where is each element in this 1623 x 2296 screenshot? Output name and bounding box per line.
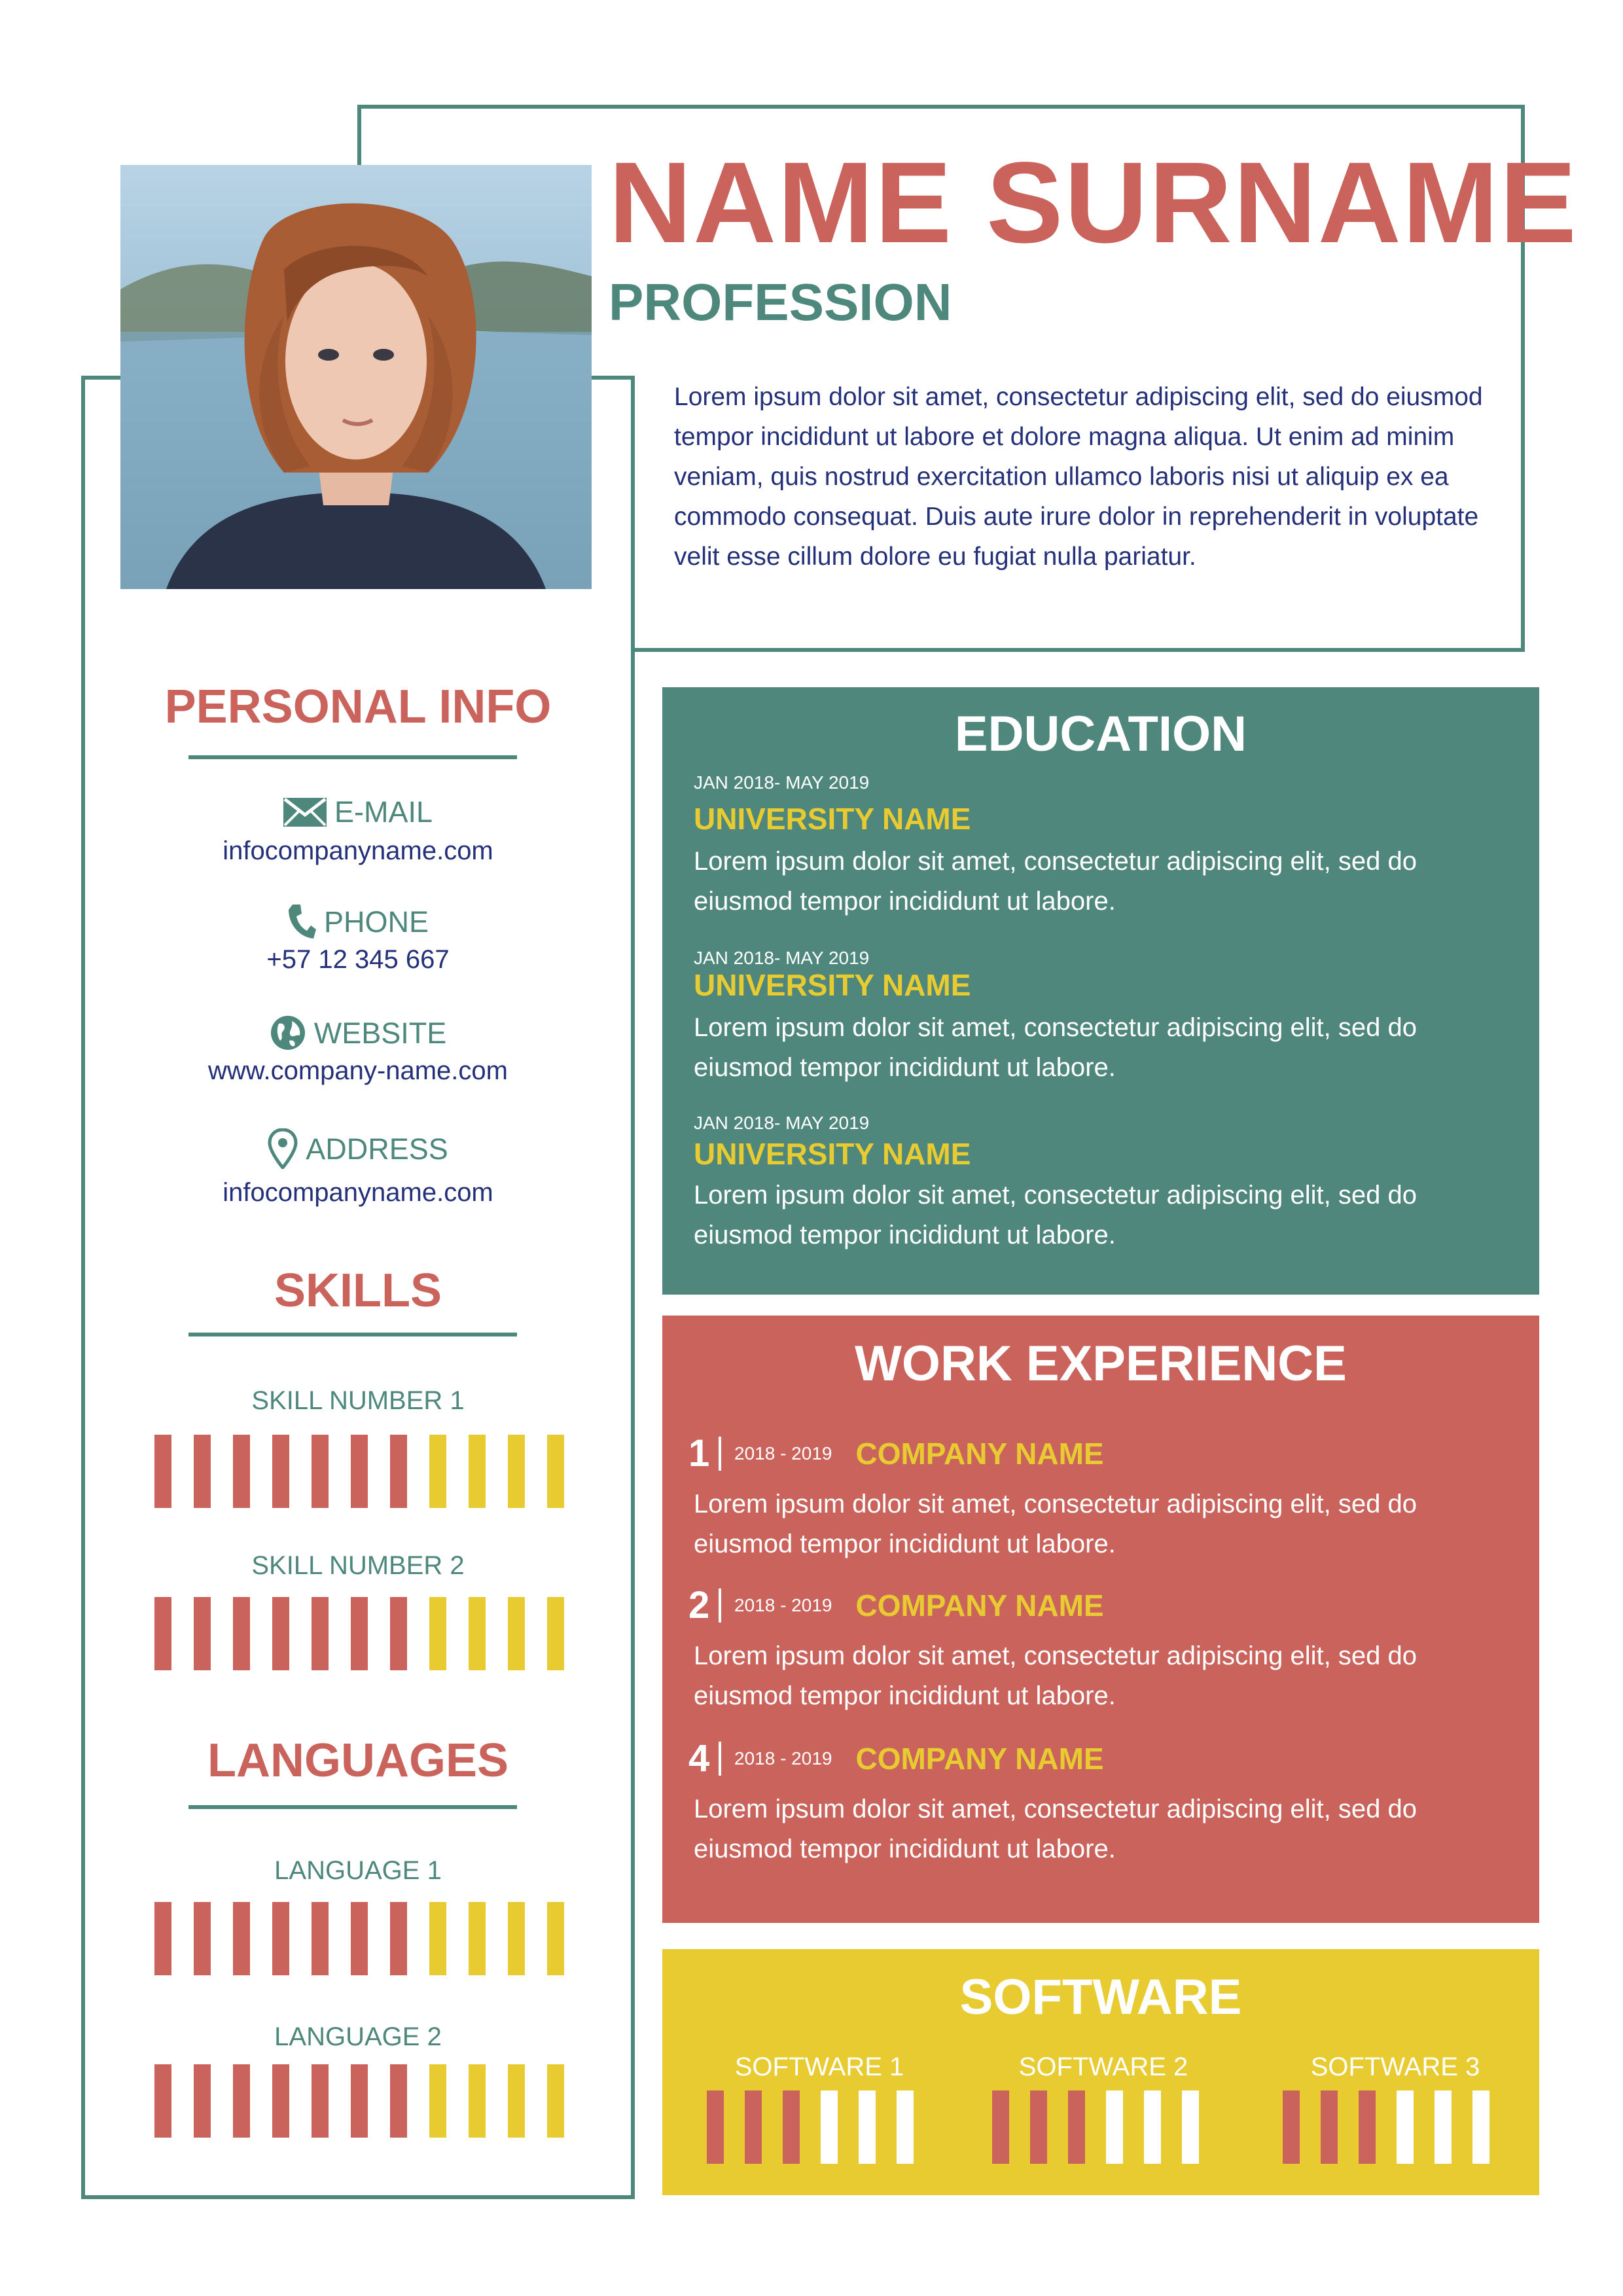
job-2-separator (719, 1588, 721, 1623)
email-value[interactable]: infocompanyname.com (223, 836, 493, 865)
language-1-bar-segment-empty (429, 1902, 446, 1975)
work-experience-panel (662, 1316, 1539, 1923)
email-label: E-MAIL (334, 795, 433, 829)
skills-divider (188, 1333, 517, 1336)
email-label-row (81, 797, 635, 827)
education-2-description: Lorem ipsum dolor sit amet, consectetur adipiscing elit, sed do eiusmod tempor incididunt ut labore. (694, 1013, 1417, 1082)
skill-1-bar (154, 1435, 564, 1508)
software-1-bar-segment-filled (783, 2090, 800, 2164)
skill-2-bar-segment-filled (233, 1597, 250, 1670)
education-1-dates: JAN 2018- MAY 2019 (694, 772, 870, 793)
software-1-bar-segment-empty (897, 2090, 914, 2164)
language-2-bar-segment-filled (351, 2064, 368, 2138)
language-2-bar-segment-empty (469, 2064, 486, 2138)
language-1-bar-segment-filled (390, 1902, 407, 1975)
skill-2-bar-segment-empty (508, 1597, 525, 1670)
skill-1-label: SKILL NUMBER 1 (251, 1386, 465, 1415)
language-1-bar-segment-filled (351, 1902, 368, 1975)
language-2-bar-segment-filled (154, 2064, 171, 2138)
skill-2-bar-segment-filled (312, 1597, 329, 1670)
language-2-label: LANGUAGE 2 (274, 2022, 442, 2051)
software-1-bar-segment-filled (745, 2090, 762, 2164)
job-3-separator (719, 1742, 721, 1776)
language-2-bar-segment-filled (272, 2064, 289, 2138)
software-panel (662, 1949, 1539, 2195)
address-value[interactable]: infocompanyname.com (223, 1178, 493, 1207)
phone-icon (287, 903, 316, 940)
language-1-bar-segment-filled (154, 1902, 171, 1975)
software-3-bar-segment-filled (1283, 2090, 1300, 2164)
website-value[interactable]: www.company-name.com (208, 1056, 508, 1085)
job-1-separator (719, 1437, 721, 1471)
full-name: NAME SURNAME (609, 139, 1578, 267)
language-2-bar-segment-empty (429, 2064, 446, 2138)
language-1-bar-segment-empty (547, 1902, 564, 1975)
personal-info-divider (188, 755, 517, 759)
skill-1-bar-segment-filled (390, 1435, 407, 1508)
software-2-bar-segment-filled (1030, 2090, 1047, 2164)
location-pin-icon (268, 1128, 298, 1169)
job-3-description: Lorem ipsum dolor sit amet, consectetur adipiscing elit, sed do eiusmod tempor incididunt ut labore. (694, 1795, 1417, 1863)
education-3-school: UNIVERSITY NAME (694, 1137, 971, 1171)
software-1-bar (707, 2090, 914, 2164)
language-1-bar-segment-filled (312, 1902, 329, 1975)
software-2-bar-segment-empty (1182, 2090, 1199, 2164)
phone-value[interactable]: +57 12 345 667 (266, 945, 450, 974)
job-3-company: COMPANY NAME (855, 1742, 1104, 1776)
skill-1-bar-segment-empty (508, 1435, 525, 1508)
profile-photo (120, 165, 592, 589)
software-3-bar-segment-empty (1435, 2090, 1452, 2164)
education-1-description: Lorem ipsum dolor sit amet, consectetur adipiscing elit, sed do eiusmod tempor incididunt ut labore. (694, 847, 1417, 916)
job-1-years: 2018 - 2019 (734, 1443, 832, 1463)
skill-2-bar-segment-filled (351, 1597, 368, 1670)
software-3-bar (1283, 2090, 1489, 2164)
profile-summary: Lorem ipsum dolor sit amet, consectetur adipiscing elit, sed do eiusmod tempor incididunt ut labore et dolore magna aliqua. Ut enim ad minim veniam, quis nostrud exercitation ullamco laboris nisi ut aliquip ex ea commodo consequat. Duis aute irure dolor in reprehenderit in voluptate velit esse cillum dolore eu fugiat nulla pariatur. (674, 383, 1483, 571)
language-2-bar-segment-filled (194, 2064, 211, 2138)
skill-2-bar-segment-filled (194, 1597, 211, 1670)
language-2-bar-segment-filled (312, 2064, 329, 2138)
job-2-number: 2 (688, 1584, 710, 1626)
software-heading: SOFTWARE (959, 1969, 1242, 2025)
language-1-bar-segment-filled (194, 1902, 211, 1975)
language-2-bar-segment-filled (390, 2064, 407, 2138)
skill-2-bar-segment-empty (469, 1597, 486, 1670)
language-2-bar-segment-filled (233, 2064, 250, 2138)
education-1-school: UNIVERSITY NAME (694, 802, 971, 836)
phone-label-row (81, 903, 635, 940)
software-2-bar-segment-empty (1144, 2090, 1161, 2164)
skill-2-bar (154, 1597, 564, 1670)
work-experience-heading: WORK EXPERIENCE (855, 1336, 1347, 1391)
skill-2-bar-segment-empty (547, 1597, 564, 1670)
skill-1-bar-segment-empty (469, 1435, 486, 1508)
globe-icon (270, 1014, 306, 1051)
skill-1-bar-segment-filled (154, 1435, 171, 1508)
skill-2-label: SKILL NUMBER 2 (251, 1551, 465, 1580)
skills-heading: SKILLS (274, 1265, 442, 1317)
software-1-label: SOFTWARE 1 (734, 2053, 904, 2081)
job-2-company: COMPANY NAME (855, 1588, 1104, 1623)
software-2-bar (992, 2090, 1199, 2164)
job-3-header (688, 1737, 1104, 1780)
education-2-dates: JAN 2018- MAY 2019 (694, 948, 870, 968)
skill-1-bar-segment-empty (429, 1435, 446, 1508)
education-2-school: UNIVERSITY NAME (694, 968, 971, 1002)
personal-info-heading: PERSONAL INFO (164, 681, 552, 733)
address-label-row (81, 1128, 635, 1169)
language-1-bar-segment-filled (233, 1902, 250, 1975)
software-2-label: SOFTWARE 2 (1018, 2053, 1188, 2081)
software-3-bar-segment-filled (1321, 2090, 1338, 2164)
phone-label: PHONE (323, 905, 429, 939)
language-2-bar (154, 2064, 564, 2138)
job-1-company: COMPANY NAME (855, 1437, 1104, 1471)
software-2-bar-segment-empty (1106, 2090, 1123, 2164)
skill-2-bar-segment-filled (154, 1597, 171, 1670)
software-3-bar-segment-empty (1472, 2090, 1489, 2164)
education-3-description: Lorem ipsum dolor sit amet, consectetur adipiscing elit, sed do eiusmod tempor incididunt ut labore. (694, 1181, 1417, 1249)
website-label: WEBSITE (313, 1016, 447, 1050)
skill-1-bar-segment-filled (194, 1435, 211, 1508)
skill-1-bar-segment-filled (272, 1435, 289, 1508)
education-heading: EDUCATION (954, 706, 1247, 762)
job-2-header (688, 1584, 1104, 1626)
address-label: ADDRESS (306, 1132, 448, 1166)
skill-1-bar-segment-filled (312, 1435, 329, 1508)
software-3-bar-segment-filled (1359, 2090, 1376, 2164)
website-label-row (81, 1014, 635, 1051)
software-3-label: SOFTWARE 3 (1310, 2053, 1480, 2081)
skill-1-bar-segment-empty (547, 1435, 564, 1508)
education-3-dates: JAN 2018- MAY 2019 (694, 1113, 870, 1133)
skill-1-bar-segment-filled (233, 1435, 250, 1508)
language-1-bar-segment-empty (508, 1902, 525, 1975)
languages-heading: LANGUAGES (207, 1734, 509, 1787)
skill-1-bar-segment-filled (351, 1435, 368, 1508)
job-1-description: Lorem ipsum dolor sit amet, consectetur adipiscing elit, sed do eiusmod tempor incididunt ut labore. (694, 1490, 1417, 1558)
software-2-bar-segment-filled (992, 2090, 1009, 2164)
software-3-bar-segment-empty (1397, 2090, 1414, 2164)
language-2-bar-segment-empty (547, 2064, 564, 2138)
language-1-label: LANGUAGE 1 (274, 1856, 442, 1885)
education-panel (662, 687, 1539, 1295)
profile-photo-illustration (120, 165, 592, 589)
language-1-bar (154, 1902, 564, 1975)
language-2-bar-segment-empty (508, 2064, 525, 2138)
language-1-bar-segment-filled (272, 1902, 289, 1975)
job-2-description: Lorem ipsum dolor sit amet, consectetur adipiscing elit, sed do eiusmod tempor incididunt ut labore. (694, 1641, 1417, 1710)
profession-title: PROFESSION (609, 273, 952, 331)
software-1-bar-segment-empty (859, 2090, 876, 2164)
software-1-bar-segment-empty (821, 2090, 838, 2164)
job-1-number: 1 (688, 1432, 710, 1475)
language-1-bar-segment-empty (469, 1902, 486, 1975)
skill-2-bar-segment-filled (390, 1597, 407, 1670)
job-2-years: 2018 - 2019 (734, 1595, 832, 1615)
languages-divider (188, 1805, 517, 1809)
job-1-header (688, 1432, 1104, 1475)
skill-2-bar-segment-empty (429, 1597, 446, 1670)
skill-2-bar-segment-filled (272, 1597, 289, 1670)
software-1-bar-segment-filled (707, 2090, 724, 2164)
software-2-bar-segment-filled (1068, 2090, 1085, 2164)
job-3-years: 2018 - 2019 (734, 1748, 832, 1768)
envelope-icon (283, 798, 327, 827)
job-3-number: 4 (688, 1737, 710, 1780)
